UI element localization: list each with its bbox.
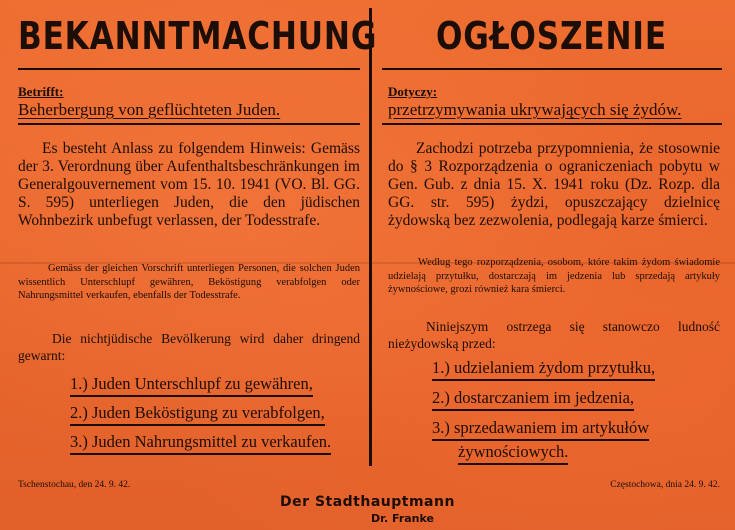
polish-headline-rule <box>382 68 722 70</box>
polish-subject: przetrzymywania ukrywających się żydów. <box>388 100 682 119</box>
polish-paragraph-3: Niniejszym ostrzega się stanowczo ludność nieżydowską przed: <box>388 319 720 351</box>
german-subject-label: Betrifft: <box>18 84 64 99</box>
polish-warning-3-cont: żywnościowych. <box>458 442 568 465</box>
polish-headline: OGŁOSZENIE <box>436 14 667 58</box>
german-warning-3: 3.) Juden Nahrungsmittel zu verkaufen. <box>70 432 331 455</box>
german-warning-1: 1.) Juden Unterschlupf zu gewähren, <box>70 374 313 397</box>
german-subject: Beherbergung von geflüchteten Juden. <box>18 100 281 119</box>
signer-name: Dr. Franke <box>371 512 434 525</box>
german-paragraph-1: Es besteht Anlass zu folgendem Hinweis: Gemäss der 3. Verordnung über Aufenthaltsbeschränkungen im Generalgouvernement vom 15. 10. 1941 (VO. Bl. GG. S. 595) unterliegen Juden, die den jüdischen Wohnbezirk unbefugt verlassen, der Todesstrafe. <box>18 140 360 229</box>
polish-paragraph-1: Zachodzi potrzeba przypomnienia, że stosownie do § 3 Rozporządzenia o ograniczeniach pobytu w Gen. Gub. z dnia 15. X. 1941 roku (Dz. Rozp. dla GG. str. 595) żydzi, opuszczający dzielnicę żydowską bez zezwolenia, podlegają karze śmierci. <box>388 140 720 229</box>
polish-paragraph-2: Według tego rozporządzenia, osobom, które takim żydom świadomie udzielają przytułku, dostarczają im jedzenia lub sprzedają artykuły żywnościowe, grozi również kara śmierci. <box>388 257 720 295</box>
column-divider <box>369 8 372 466</box>
german-headline: BEKANNTMACHUNG <box>18 14 378 58</box>
german-headline-rule <box>18 68 360 70</box>
german-warning-2: 2.) Juden Beköstigung zu verabfolgen, <box>70 403 325 426</box>
polish-warning-1: 1.) udzielaniem żydom przytułku, <box>432 358 655 381</box>
polish-warning-3: 3.) sprzedawaniem im artykułów <box>432 418 649 441</box>
signer-title: Der Stadthauptmann <box>280 494 455 510</box>
german-subject-rule <box>18 123 360 125</box>
polish-warning-2: 2.) dostarczaniem im jedzenia, <box>432 388 634 411</box>
german-place-date: Tschenstochau, den 24. 9. 42. <box>18 480 131 490</box>
polish-subject-rule <box>382 123 722 125</box>
polish-place-date: Częstochowa, dnia 24. 9. 42. <box>610 480 720 490</box>
german-paragraph-2: Gemäss der gleichen Vorschrift unterliegen Personen, die solchen Juden wissentlich Unterschlupf gewähren, Beköstigung verabfolgen oder Nahrungsmittel verkaufen, ebenfalls der Todesstrafe. <box>18 263 360 301</box>
polish-subject-label: Dotyczy: <box>388 84 438 99</box>
german-paragraph-3: Die nichtjüdische Bevölkerung wird daher dringend gewarnt: <box>18 331 360 363</box>
